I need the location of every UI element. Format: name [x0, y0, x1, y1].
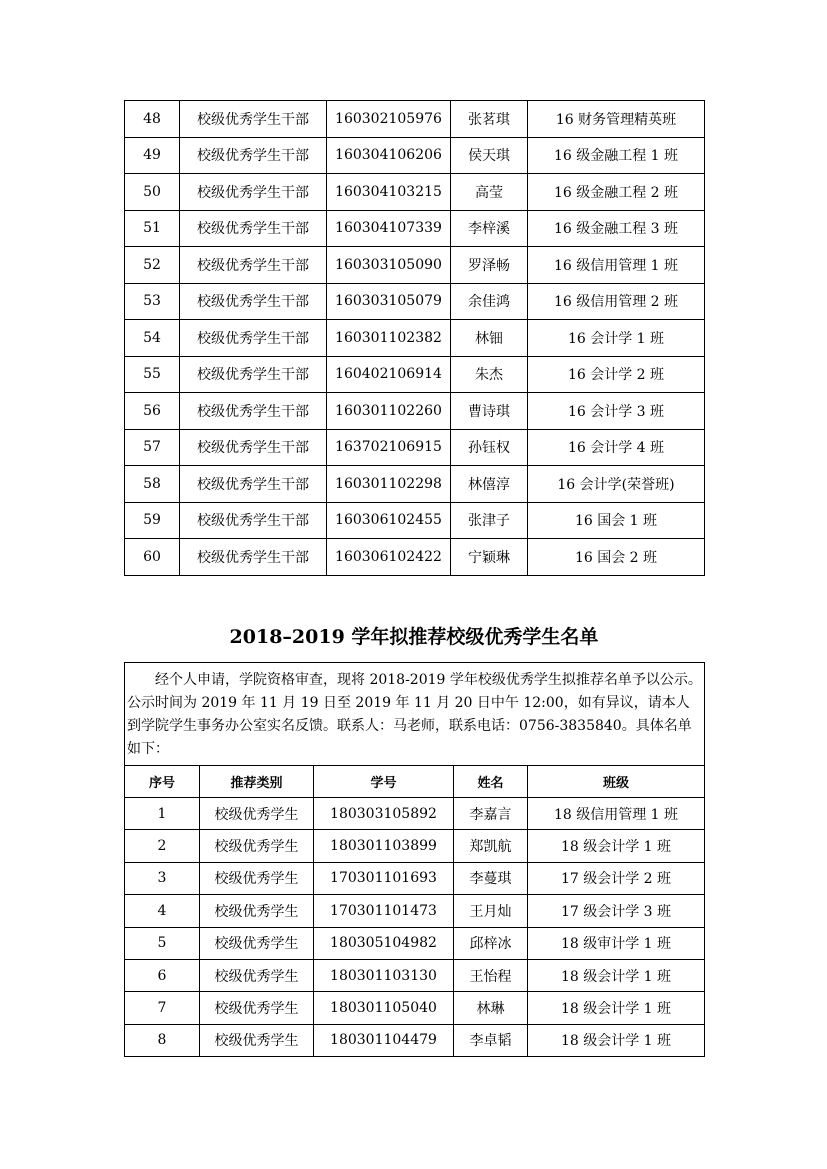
table-row: [125, 429, 705, 466]
cell-student-id: 180301104479: [314, 1024, 454, 1056]
table-row: [125, 210, 705, 247]
cell-name: 邱梓冰: [454, 927, 528, 959]
cell-no: 51: [125, 210, 180, 247]
cell-name: 李梓溪: [451, 210, 528, 247]
notice-text: 经个人申请，学院资格审查，现将 2018-2019 学年校级优秀学生拟推荐名单予以公示。公示时间为 2019 年 11 月 19 日至 2019 年 11 月 20 日中午 12:00，如有异议，请本人到学院学生事务办公室实名反馈。联系人：马老师，联系电话：0756-3835840。具体名单如下：: [127, 672, 702, 757]
cell-no: 53: [125, 283, 180, 320]
cell-student-id: 170301101473: [314, 895, 454, 927]
cell-class: 18 级会计学 1 班: [528, 959, 705, 991]
cell-no: 52: [125, 247, 180, 284]
student-list-table: [124, 662, 705, 1057]
cell-name: 王怡程: [454, 959, 528, 991]
cell-name: 林钿: [451, 320, 528, 357]
cell-no: 3: [125, 862, 200, 894]
cell-class: 18 级审计学 1 班: [528, 927, 705, 959]
cell-no: 5: [125, 927, 200, 959]
table-row: [125, 895, 705, 927]
cell-no: 7: [125, 992, 200, 1024]
table-header-row: [125, 766, 705, 798]
cell-class: 16 财务管理精英班: [528, 101, 705, 138]
cell-class: 16 国会 1 班: [528, 502, 705, 539]
cell-class: 16 级金融工程 1 班: [528, 137, 705, 174]
cell-category: 校级优秀学生干部: [180, 137, 327, 174]
table-row: [125, 830, 705, 862]
cell-student-id: 160304106206: [327, 137, 451, 174]
cell-no: 56: [125, 393, 180, 430]
cell-name: 孙钰权: [451, 429, 528, 466]
cell-class: 16 级信用管理 1 班: [528, 247, 705, 284]
cell-name: 林琳: [454, 992, 528, 1024]
cell-student-id: 160303105090: [327, 247, 451, 284]
cell-no: 58: [125, 466, 180, 503]
table-row: [125, 174, 705, 211]
cell-category: 校级优秀学生干部: [180, 466, 327, 503]
cell-student-id: 160301102382: [327, 320, 451, 357]
cell-name: 王月灿: [454, 895, 528, 927]
cell-student-id: 180301103899: [314, 830, 454, 862]
table-row: [125, 959, 705, 991]
cell-class: 18 级会计学 1 班: [528, 1024, 705, 1056]
cell-student-id: 160304107339: [327, 210, 451, 247]
cell-category: 校级优秀学生干部: [180, 174, 327, 211]
cell-category: 校级优秀学生: [200, 895, 314, 927]
cell-category: 校级优秀学生: [200, 992, 314, 1024]
cell-category: 校级优秀学生: [200, 830, 314, 862]
cell-category: 校级优秀学生: [200, 1024, 314, 1056]
cell-student-id: 160301102298: [327, 466, 451, 503]
cell-name: 高莹: [451, 174, 528, 211]
table-row: [125, 393, 705, 430]
cell-student-id: 180301105040: [314, 992, 454, 1024]
header-no: 序号: [125, 766, 200, 798]
cell-class: 16 国会 2 班: [528, 539, 705, 576]
cell-name: 郑凯航: [454, 830, 528, 862]
table-row: [125, 992, 705, 1024]
cadre-list-table: [124, 100, 705, 576]
cell-no: 60: [125, 539, 180, 576]
cell-name: 李蔓琪: [454, 862, 528, 894]
table-row: [125, 502, 705, 539]
cell-category: 校级优秀学生: [200, 927, 314, 959]
cell-class: 18 级会计学 1 班: [528, 830, 705, 862]
cell-class: 16 会计学 2 班: [528, 356, 705, 393]
cell-name: 朱杰: [451, 356, 528, 393]
header-category: 推荐类别: [200, 766, 314, 798]
cell-class: 16 会计学 1 班: [528, 320, 705, 357]
cell-category: 校级优秀学生: [200, 862, 314, 894]
cell-student-id: 160306102422: [327, 539, 451, 576]
notice-paragraph: [125, 663, 705, 766]
table-row: [125, 137, 705, 174]
cell-student-id: 160303105079: [327, 283, 451, 320]
cell-category: 校级优秀学生干部: [180, 502, 327, 539]
cell-class: 18 级会计学 1 班: [528, 992, 705, 1024]
cell-student-id: 180301103130: [314, 959, 454, 991]
cell-no: 1: [125, 798, 200, 830]
table-row: [125, 1024, 705, 1056]
cadre-list-body: [125, 101, 705, 576]
table-row: [125, 466, 705, 503]
cell-no: 55: [125, 356, 180, 393]
cell-class: 16 级金融工程 2 班: [528, 174, 705, 211]
cell-no: 2: [125, 830, 200, 862]
header-name: 姓名: [454, 766, 528, 798]
cell-class: 16 级信用管理 2 班: [528, 283, 705, 320]
cell-class: 16 级金融工程 3 班: [528, 210, 705, 247]
cell-category: 校级优秀学生干部: [180, 247, 327, 284]
cell-category: 校级优秀学生干部: [180, 320, 327, 357]
table-row: [125, 247, 705, 284]
table-row: [125, 101, 705, 138]
cell-no: 59: [125, 502, 180, 539]
cell-student-id: 160306102455: [327, 502, 451, 539]
cell-class: 16 会计学(荣誉班): [528, 466, 705, 503]
cell-name: 余佳鸿: [451, 283, 528, 320]
cell-no: 6: [125, 959, 200, 991]
section-title: 2018–2019 学年拟推荐校级优秀学生名单: [229, 626, 599, 648]
cell-class: 16 会计学 4 班: [528, 429, 705, 466]
cell-no: 8: [125, 1024, 200, 1056]
cell-student-id: 170301101693: [314, 862, 454, 894]
cell-category: 校级优秀学生干部: [180, 429, 327, 466]
cell-no: 50: [125, 174, 180, 211]
cell-name: 侯天琪: [451, 137, 528, 174]
student-list-body: [125, 663, 705, 1057]
cell-class: 18 级信用管理 1 班: [528, 798, 705, 830]
cell-no: 54: [125, 320, 180, 357]
cell-student-id: 160304103215: [327, 174, 451, 211]
cell-name: 罗泽畅: [451, 247, 528, 284]
cell-no: 4: [125, 895, 200, 927]
cell-name: 张茗琪: [451, 101, 528, 138]
cell-category: 校级优秀学生干部: [180, 393, 327, 430]
cell-class: 17 级会计学 2 班: [528, 862, 705, 894]
cell-name: 宁颖琳: [451, 539, 528, 576]
table-row: [125, 539, 705, 576]
table-row: [125, 862, 705, 894]
cell-class: 16 会计学 3 班: [528, 393, 705, 430]
cell-student-id: 180303105892: [314, 798, 454, 830]
cell-name: 曹诗琪: [451, 393, 528, 430]
cell-name: 张津子: [451, 502, 528, 539]
cell-no: 48: [125, 101, 180, 138]
cell-student-id: 160301102260: [327, 393, 451, 430]
header-student-id: 学号: [314, 766, 454, 798]
table-row: [125, 283, 705, 320]
cell-name: 林僖淳: [451, 466, 528, 503]
cell-class: 17 级会计学 3 班: [528, 895, 705, 927]
cell-student-id: 160302105976: [327, 101, 451, 138]
cell-category: 校级优秀学生: [200, 959, 314, 991]
cell-name: 李卓韬: [454, 1024, 528, 1056]
cell-category: 校级优秀学生: [200, 798, 314, 830]
cell-category: 校级优秀学生干部: [180, 210, 327, 247]
cell-category: 校级优秀学生干部: [180, 283, 327, 320]
cell-student-id: 163702106915: [327, 429, 451, 466]
cell-no: 57: [125, 429, 180, 466]
cell-category: 校级优秀学生干部: [180, 539, 327, 576]
cell-name: 李嘉言: [454, 798, 528, 830]
cell-category: 校级优秀学生干部: [180, 356, 327, 393]
cell-student-id: 180305104982: [314, 927, 454, 959]
cell-student-id: 160402106914: [327, 356, 451, 393]
cell-category: 校级优秀学生干部: [180, 101, 327, 138]
header-class: 班级: [528, 766, 705, 798]
table-row: [125, 320, 705, 357]
table-row: [125, 798, 705, 830]
table-row: [125, 356, 705, 393]
table-row: [125, 927, 705, 959]
cell-no: 49: [125, 137, 180, 174]
